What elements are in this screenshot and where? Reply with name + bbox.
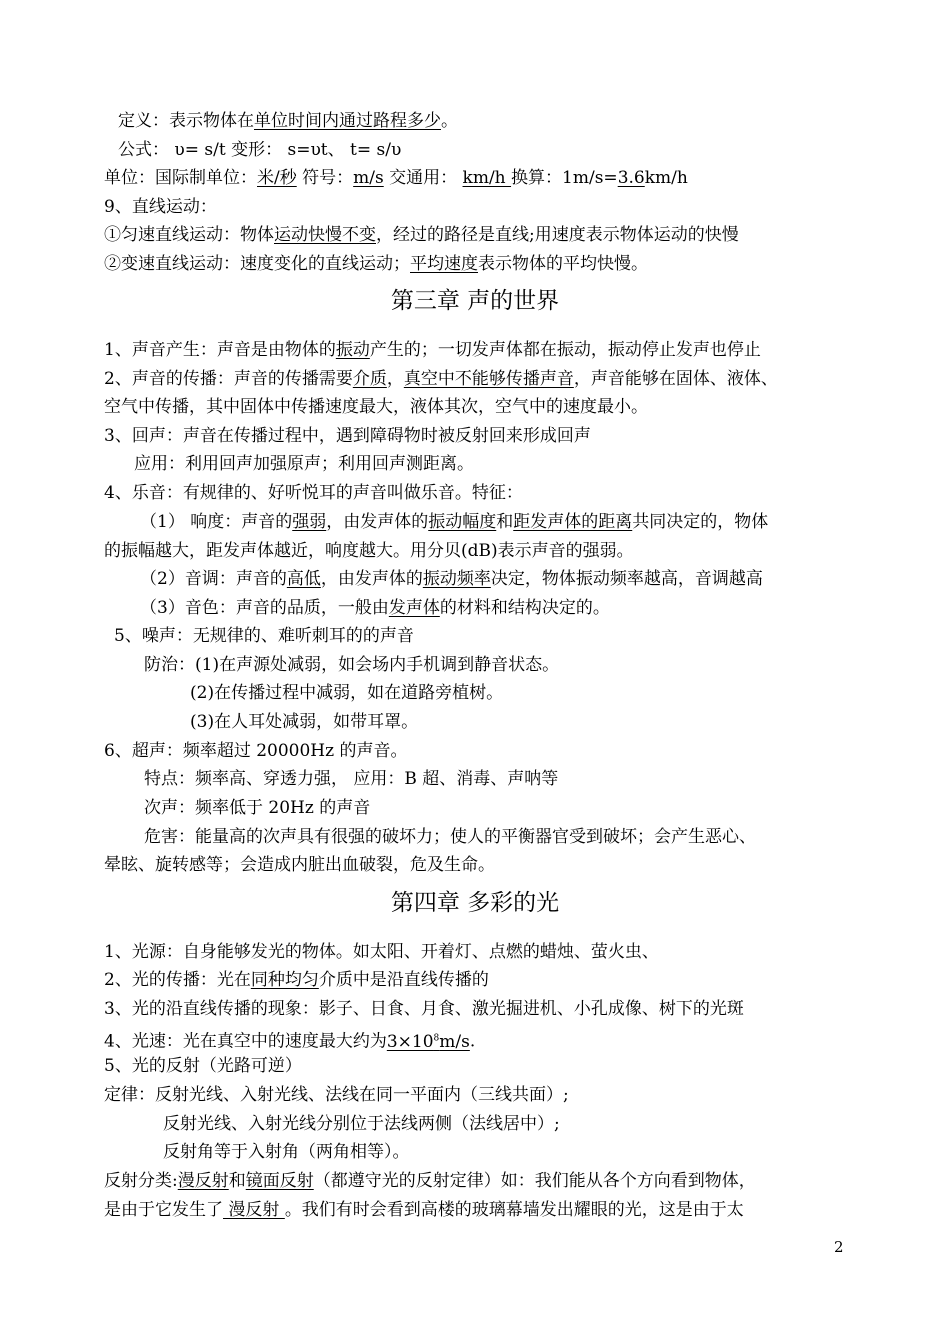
- infrasound-harm: 危害：能量高的次声具有很强的破坏力；使人的平衡器官受到破坏；会产生恶心、: [144, 827, 756, 847]
- uniform-motion: ①匀速直线运动：物体运动快慢不变，经过的路径是直线;用速度表示物体运动的快慢: [104, 225, 739, 245]
- page-number: 2: [834, 1238, 844, 1256]
- sound-origin: 1、声音产生：声音是由物体的振动产生的；一切发声体都在振动，振动停止发声也停止: [104, 340, 761, 360]
- light-speed: 4、光速：光在真空中的速度最大约为$3\times 10^8m/s$.: [104, 1031, 476, 1052]
- speed-formula: 公式： υ= s/t 变形： s=υt、 t= s/υ: [118, 140, 402, 160]
- noise-control-3: (3)在人耳处减弱，如带耳罩。: [190, 712, 419, 732]
- sound-propagation: 2、声音的传播：声音的传播需要介质，真空中不能够传播声音，声音能够在固体、液体、: [104, 369, 778, 389]
- light-reflection: 5、光的反射（光路可逆）: [104, 1056, 302, 1076]
- loudness-cont: 的振幅越大，距发声体越近，响度越大。用分贝(dB)表示声音的强弱。: [104, 541, 634, 561]
- timbre: （3）音色：声音的品质，一般由发声体的材料和结构决定的。: [140, 598, 610, 618]
- reflection-law-3: 反射角等于入射角（两角相等）。: [163, 1142, 410, 1162]
- light-phenomena: 3、光的沿直线传播的现象：影子、日食、月食、激光掘进机、小孔成像、树下的光斑: [104, 999, 744, 1019]
- linear-motion-heading: 9、直线运动：: [104, 197, 217, 217]
- variable-motion: ②变速直线运动：速度变化的直线运动；平均速度表示物体的平均快慢。: [104, 254, 648, 274]
- infrasound-harm-cont: 晕眩、旋转感等；会造成内脏出血破裂，危及生命。: [104, 855, 495, 875]
- reflection-example: 是由于它发生了 漫反射 。我们有时会看到高楼的玻璃幕墙发出耀眼的光，这是由于太: [104, 1200, 744, 1220]
- pitch: （2）音调：声音的高低，由发声体的振动频率决定，物体振动频率越高，音调越高: [140, 569, 763, 589]
- sound-propagation-cont: 空气中传播，其中固体中传播速度最大，液体其次，空气中的速度最小。: [104, 397, 648, 417]
- light-source: 1、光源：自身能够发光的物体。如太阳、开着灯、点燃的蜡烛、萤火虫、: [104, 942, 659, 962]
- musical-sound: 4、乐音：有规律的、好听悦耳的声音叫做乐音。特征：: [104, 483, 523, 503]
- infrasound: 次声：频率低于 20Hz 的声音: [144, 798, 371, 818]
- light-propagation: 2、光的传播：光在同种均匀介质中是沿直线传播的: [104, 970, 489, 990]
- echo: 3、回声：声音在传播过程中，遇到障碍物时被反射回来形成回声: [104, 426, 591, 446]
- speed-definition: 定义：表示物体在单位时间内通过路程多少。: [118, 111, 458, 131]
- speed-unit: 单位：国际制单位：米/秒 符号：m/s 交通用： km/h 换算：1m/s=3.6km/h: [104, 168, 688, 188]
- reflection-law-1: 定律：反射光线、入射光线、法线在同一平面内（三线共面）;: [104, 1085, 569, 1105]
- chapter4-title: 第四章 多彩的光: [390, 890, 560, 916]
- noise-control-2: (2)在传播过程中减弱，如在道路旁植树。: [190, 683, 504, 703]
- ultrasound: 6、超声：频率超过 20000Hz 的声音。: [104, 741, 408, 761]
- reflection-types: 反射分类:漫反射和镜面反射（都遵守光的反射定律）如：我们能从各个方向看到物体，: [104, 1171, 756, 1191]
- ultrasound-features: 特点：频率高、穿透力强， 应用：B 超、消毒、声呐等: [144, 769, 559, 789]
- noise: 5、噪声：无规律的、难听刺耳的的声音: [114, 626, 414, 646]
- echo-use: 应用：利用回声加强原声；利用回声测距离。: [134, 454, 474, 474]
- reflection-law-2: 反射光线、入射光线分别位于法线两侧（法线居中）;: [163, 1114, 560, 1134]
- chapter3-title: 第三章 声的世界: [390, 288, 560, 314]
- loudness: （1） 响度：声音的强弱，由发声体的振动幅度和距发声体的距离共同决定的，物体: [140, 512, 769, 532]
- noise-control-1: 防治：(1)在声源处减弱，如会场内手机调到静音状态。: [144, 655, 560, 675]
